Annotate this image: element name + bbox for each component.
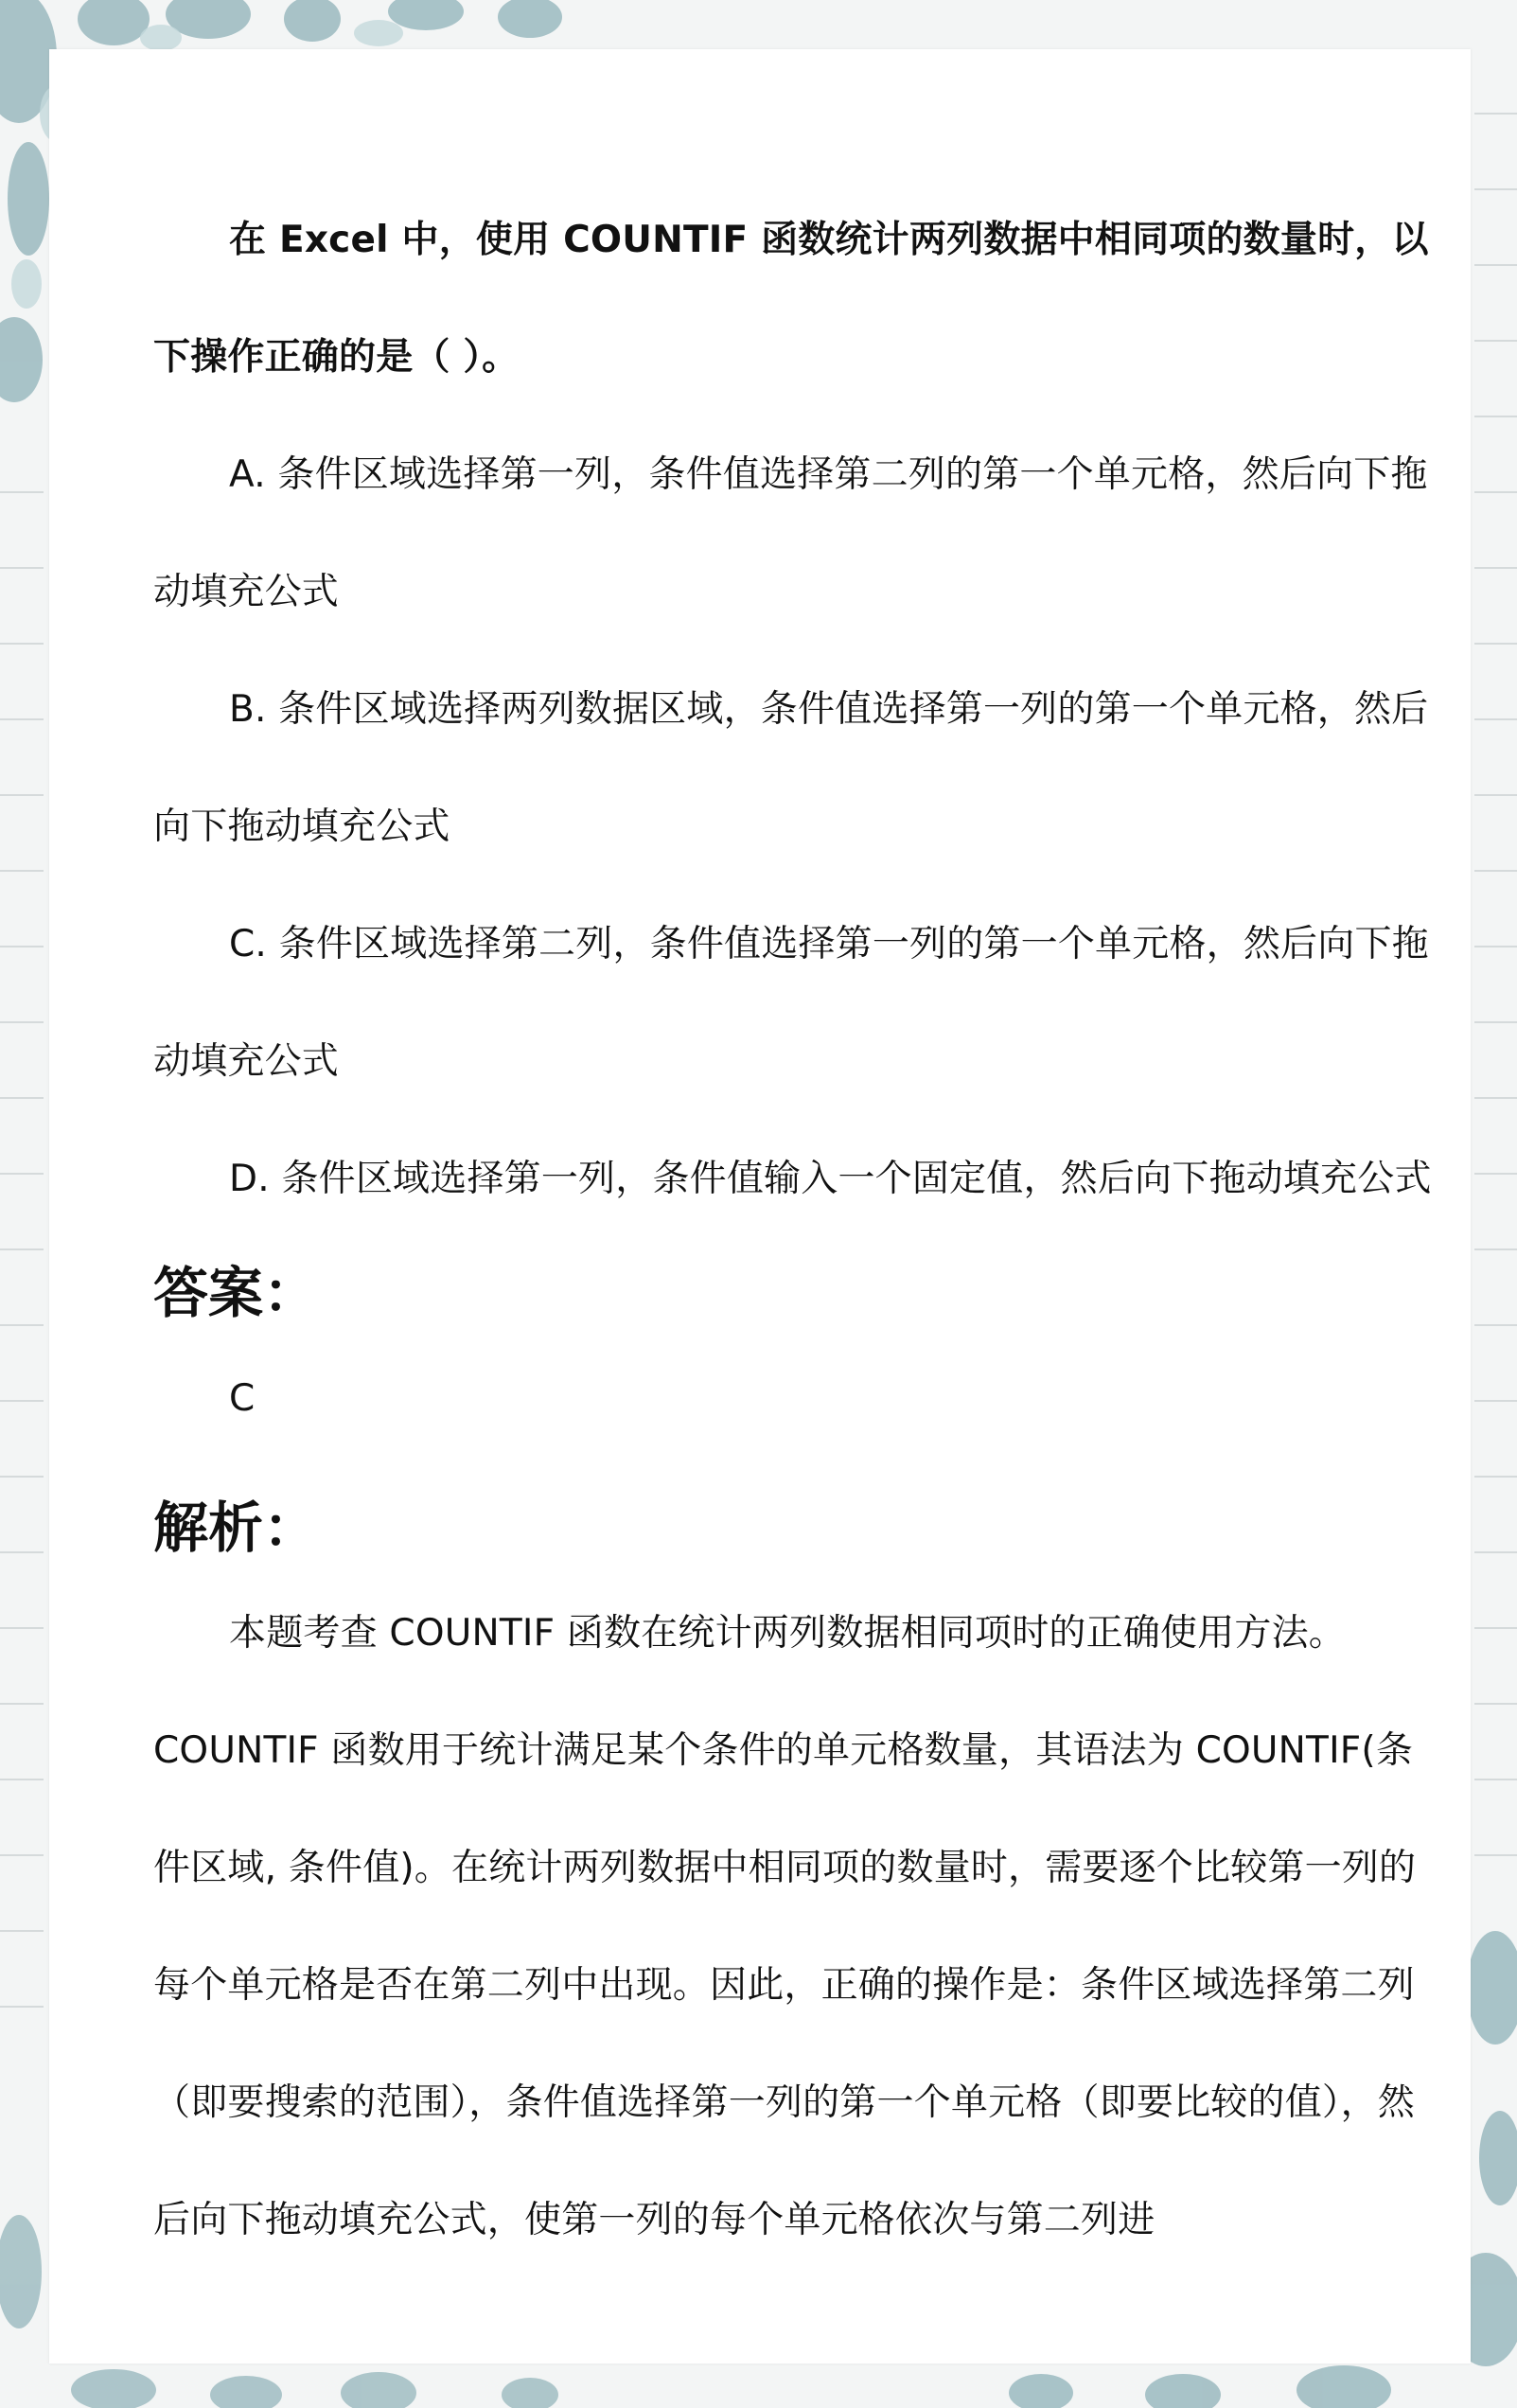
option-label: C. xyxy=(229,923,268,965)
option-label: B. xyxy=(229,688,267,731)
document-content xyxy=(153,182,1450,2279)
analysis-heading: 解析： xyxy=(153,1496,319,1560)
question-stem: 在 Excel 中，使用 COUNTIF 函数统计两列数据中相同项的数量时，以下操作正确的是（ ）。 xyxy=(153,219,1429,379)
option-label: D. xyxy=(229,1158,270,1200)
option-text: 条件区域选择第一列，条件值选择第二列的第一个单元格，然后向下拖动填充公式 xyxy=(153,453,1428,613)
option-c xyxy=(153,886,1450,1121)
option-b xyxy=(153,651,1450,886)
answer-value: C xyxy=(229,1377,256,1420)
option-a xyxy=(153,416,1450,651)
option-label: A. xyxy=(229,453,266,496)
answer-heading: 答案： xyxy=(153,1261,319,1325)
option-text: 条件区域选择第二列，条件值选择第一列的第一个单元格，然后向下拖动填充公式 xyxy=(153,923,1429,1083)
analysis-text: 本题考查 COUNTIF 函数在统计两列数据相同项时的正确使用方法。COUNTIF 函数用于统计满足某个条件的单元格数量，其语法为 COUNTIF(条件区域, 条件值)。在统计两列数据中相同项的数量时，需要逐个比较第一列的每个单元格是否在第二列中出现。因此，正确的操作是：条件区域选择第二列（即要搜索的范围），条件值选择第一列的第一个单元格（即要比较的值），然后向下拖动填充公式，使第一列的每个单元格依次与第二列进 xyxy=(153,1612,1417,2241)
option-d xyxy=(153,1121,1450,1238)
document-card xyxy=(49,49,1471,2364)
option-text: 条件区域选择两列数据区域，条件值选择第一列的第一个单元格，然后向下拖动填充公式 xyxy=(153,688,1429,848)
option-text: 条件区域选择第一列，条件值输入一个固定值，然后向下拖动填充公式 xyxy=(281,1158,1432,1200)
